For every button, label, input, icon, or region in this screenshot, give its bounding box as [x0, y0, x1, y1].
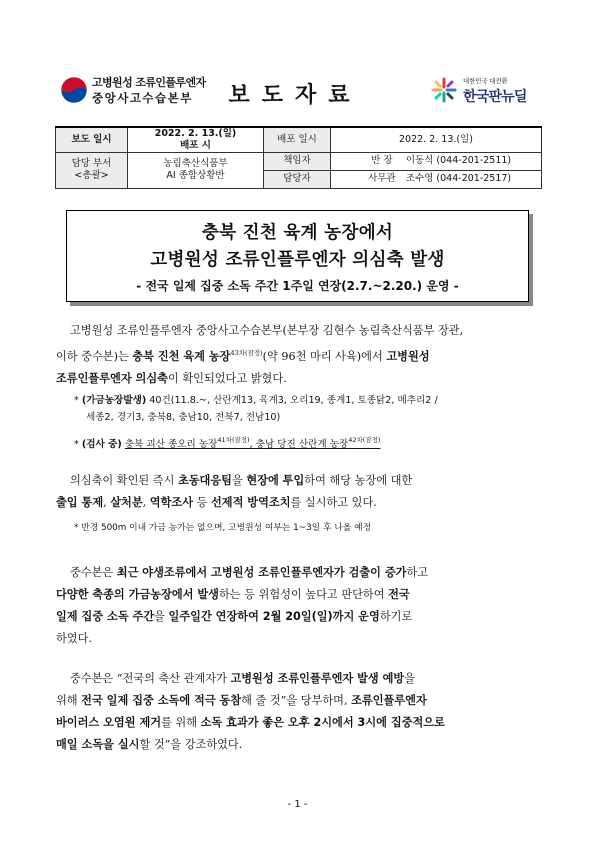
contact-label: 담당자: [264, 170, 331, 188]
note-label: (가금농장발생): [81, 395, 147, 406]
responsible-label: 책임자: [264, 152, 331, 170]
text-span: 하고: [406, 566, 429, 579]
text-span: 중수본은 “전국의 축산 관계자가: [70, 672, 231, 685]
press-release-title: 보도자료: [228, 83, 362, 108]
department-name: 농림축산식품부: [163, 158, 228, 170]
logo-tagline: 대한민국 대전환: [463, 77, 508, 85]
text-span: 를 위해: [161, 716, 201, 729]
headline-subtitle: - 전국 일제 집중 소독 주간 1주일 연장(2.7.~2.20.) 운영 -: [136, 279, 459, 293]
distribution-date-value: 2022. 2. 13.(일): [331, 127, 542, 152]
page-number: - 1 -: [287, 799, 308, 810]
note-text: 40건(11.8.~, 산란계13, 육계3, 오리19, 종계1, 토종닭2, 메추리2 /: [149, 395, 438, 406]
headline-line-1: 충북 진천 육계 농장에서: [201, 223, 394, 243]
text-span: 하여 해당 농장에 대한: [304, 474, 413, 487]
bold-span: 바이러스 오염원 제거: [56, 716, 162, 729]
paragraph-3: [56, 562, 542, 650]
new-deal-logo: [430, 74, 545, 110]
bold-span: 조류인플루엔자: [351, 694, 427, 707]
text-span: 의심축이 확인된 즉시: [70, 474, 178, 487]
press-header: [55, 62, 542, 122]
note-bullet: *: [74, 439, 79, 450]
department-label-line: 담당 부서: [71, 158, 112, 170]
bold-span: 소독 효과가 좋은 오후 2시에서 3시에 집중적으로: [200, 716, 445, 729]
text-span: 위해: [56, 694, 82, 707]
bold-span: 일제 집중 소독 주간: [56, 610, 155, 623]
note-farm-outbreaks: [74, 392, 542, 426]
logo-name: 한국판뉴딜: [463, 89, 527, 105]
text-span: (약 96천 마리 사육)에서: [262, 350, 387, 363]
responsible-row: [56, 152, 542, 170]
bold-span: 일주일간 연장하여 2월 20일(일)까지 운영: [168, 610, 380, 623]
bold-span: 초동대응팀: [177, 474, 232, 487]
text-span: 고병원성 조류인플루엔자 중앙사고수습본부(본부장 김현수 농림축산식품부 장관,: [70, 324, 464, 337]
bold-span: 최근 야생조류에서 고병원성 조류인플루엔자가 검출이 증가: [116, 566, 407, 579]
note-bullet: *: [74, 395, 79, 406]
bold-span: 살처분: [110, 496, 143, 509]
bold-span: 고병원성: [386, 350, 430, 363]
release-date-row: [56, 127, 542, 152]
department-value: [128, 152, 264, 188]
release-info-table: [55, 126, 542, 189]
text-span: ,: [142, 496, 150, 509]
note-underlined-text: [124, 436, 381, 450]
text-span: 하는 등 위험성이 높다고 판단하여: [219, 588, 389, 601]
paragraph-1: [56, 320, 542, 390]
superscript: 43차(잠정): [230, 349, 263, 357]
department-label-sub: <총괄>: [74, 170, 109, 182]
text-span: 중수본은: [70, 566, 117, 579]
text-span: 이 확인되었다고 밝혔다.: [167, 372, 287, 385]
bold-span: 선제적 방역조치: [210, 496, 291, 509]
note-label: (검사 중): [81, 439, 122, 450]
bold-span: 조류인플루엔자 의심축: [56, 372, 168, 385]
bold-span: 출입 통제: [56, 496, 104, 509]
contact-name: 조수영 (044-201-2517): [405, 173, 512, 185]
contact-position: 사무관: [368, 173, 396, 185]
text-span: 하였다.: [56, 632, 92, 645]
contact-value: [331, 170, 542, 188]
distribution-date-label: 배포 일시: [264, 127, 331, 152]
text-span: ,: [103, 496, 111, 509]
bold-span: 역학조사: [149, 496, 194, 509]
release-date-label: 보도 일시: [56, 127, 128, 152]
logo-line-1: 고병원성 조류인플루엔자: [92, 76, 206, 89]
note-text: 세종2, 경기3, 충북8, 충남10, 전북7, 전남10): [86, 412, 281, 423]
superscript: 41차(잠정): [217, 436, 250, 444]
release-date-value: [128, 127, 264, 152]
responsible-value: [331, 152, 542, 170]
department-label: [56, 152, 128, 188]
text-span: 등: [193, 496, 211, 509]
hq-logo: [60, 72, 210, 112]
responsible-position: 반 장: [371, 155, 393, 167]
bold-span: 현장에 투입: [246, 474, 305, 487]
headline-line-2: 고병원성 조류인플루엔자 의심축 발생: [150, 250, 445, 270]
department-unit: AI 종합상황반: [166, 170, 225, 182]
note-under-inspection: [74, 432, 542, 453]
logo-line-2: 중앙사고수습본부: [92, 91, 193, 105]
text-span: 을: [404, 672, 416, 685]
bold-span: 전국: [388, 588, 410, 601]
bold-span: 매일 소독을 실시: [56, 738, 140, 751]
bold-span: 전국 일제 집중 소독에 적극 동참: [81, 694, 242, 707]
release-date-line: 2022. 2. 13.(일): [154, 128, 237, 139]
note-text: , 충남 당진 산란계 농장: [249, 439, 349, 450]
superscript: 42차(잠정): [348, 436, 381, 444]
headline-box: [66, 210, 529, 302]
responsible-name: 이동식 (044-201-2511): [405, 155, 512, 167]
government-emblem-icon: [60, 76, 88, 104]
bold-span: 고병원성 조류인플루엔자 발생 예방: [230, 672, 405, 685]
text-span: 할 것”을 강조하였다.: [139, 738, 243, 751]
text-span: 을: [154, 610, 169, 623]
text-span: 를 실시하고 있다.: [290, 496, 377, 509]
note-text: 충북 괴산 종오리 농장: [124, 439, 218, 450]
text-span: 이하 중수본)는: [56, 350, 133, 363]
bold-span: 다양한 축종의 가금농장에서 발생: [56, 588, 219, 601]
bold-span: 충북 진천 육계 농장: [132, 350, 231, 363]
text-span: 하기로: [379, 610, 413, 623]
paragraph-2: [56, 470, 542, 514]
note-radius: * 반경 500m 이내 가금 농가는 없으며, 고병원성 여부는 1~3일 후 나올 예정: [74, 523, 372, 533]
text-span: 해 줄 것”을 당부하며,: [241, 694, 352, 707]
paragraph-4: [56, 668, 542, 756]
text-span: 을: [231, 474, 247, 487]
release-time-line: 배포 시: [180, 139, 211, 151]
new-deal-star-icon: [430, 76, 458, 104]
